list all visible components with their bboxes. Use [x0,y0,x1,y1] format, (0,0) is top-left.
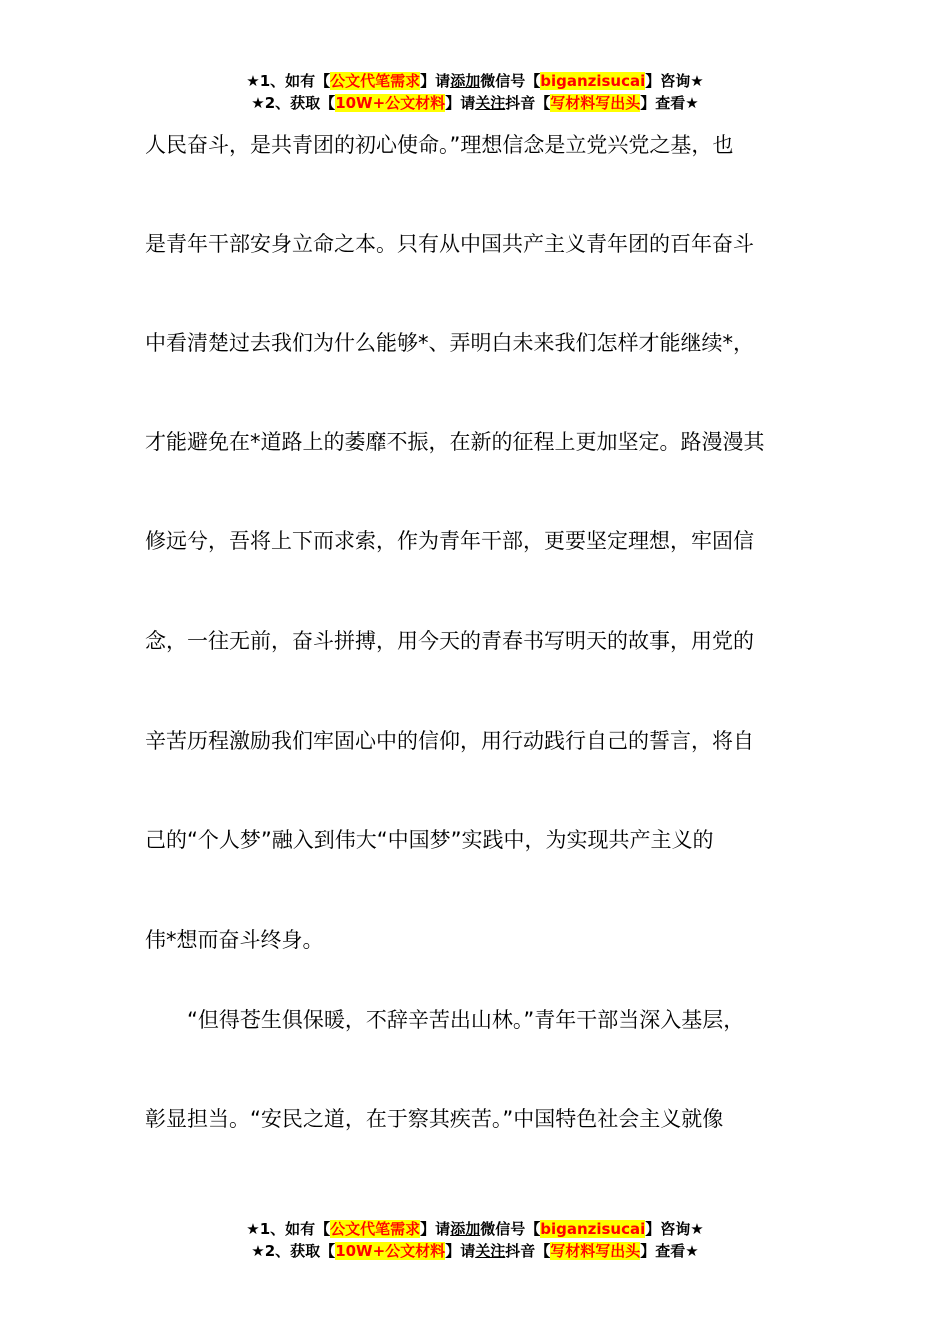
wechat-id-highlight: biganzisucai [540,72,646,90]
banner-highlight: 10W+公文材料 [335,94,446,112]
header-banner [0,70,950,114]
text-line: 辛苦历程激励我们牢固心中的信仰，用行动践行自己的誓言，将自 [145,729,754,753]
text-line: 己的“个人梦”融入到伟大“中国梦”实践中，为实现共产主义的 [145,828,714,852]
text-line: “但得苍生俱保暖，不辞辛苦出山林。”青年干部当深入基层， [145,1008,745,1032]
text-line: 中看清楚过去我们为什么能够*、弄明白未来我们怎样才能继续*， [145,331,754,355]
banner-line-2: ★2、获取【10W+公文材料】请关注抖音【写材料写出头】查看★ [251,94,699,112]
banner-line-2: ★2、获取【10W+公文材料】请关注抖音【写材料写出头】查看★ [251,1242,699,1260]
text-line: 念，一往无前，奋斗拼搏，用今天的青春书写明天的故事，用党的 [145,629,754,653]
text-line: 才能避免在*道路上的萎靡不振，在新的征程上更加坚定。路漫漫其 [145,430,765,454]
text-line: 彰显担当。“安民之道，在于察其疾苦。”中国特色社会主义就像 [145,1107,724,1131]
douyin-account-highlight: 写材料写出头 [550,1242,641,1260]
banner-emphasis: 添加 [450,1220,481,1238]
text-line: 修远兮，吾将上下而求索，作为青年干部，更要坚定理想，牢固信 [145,529,754,553]
banner-highlight: 公文代笔需求 [330,72,421,90]
footer-banner [0,1218,950,1262]
banner-emphasis: 添加 [450,72,481,90]
text-line: 是青年干部安身立命之本。只有从中国共产主义青年团的百年奋斗 [145,232,754,256]
banner-line-1: ★1、如有【公文代笔需求】请添加微信号【biganzisucai】咨询★ [246,72,704,90]
banner-highlight: 公文代笔需求 [330,1220,421,1238]
text-line: 伟*想而奋斗终身。 [145,928,324,952]
douyin-account-highlight: 写材料写出头 [550,94,641,112]
banner-line-1: ★1、如有【公文代笔需求】请添加微信号【biganzisucai】咨询★ [246,1220,704,1238]
banner-emphasis: 关注 [475,1242,506,1260]
wechat-id-highlight: biganzisucai [540,1220,646,1238]
banner-emphasis: 关注 [475,94,506,112]
banner-highlight: 10W+公文材料 [335,1242,446,1260]
text-line: 人民奋斗，是共青团的初心使命。”理想信念是立党兴党之基，也 [145,133,734,157]
